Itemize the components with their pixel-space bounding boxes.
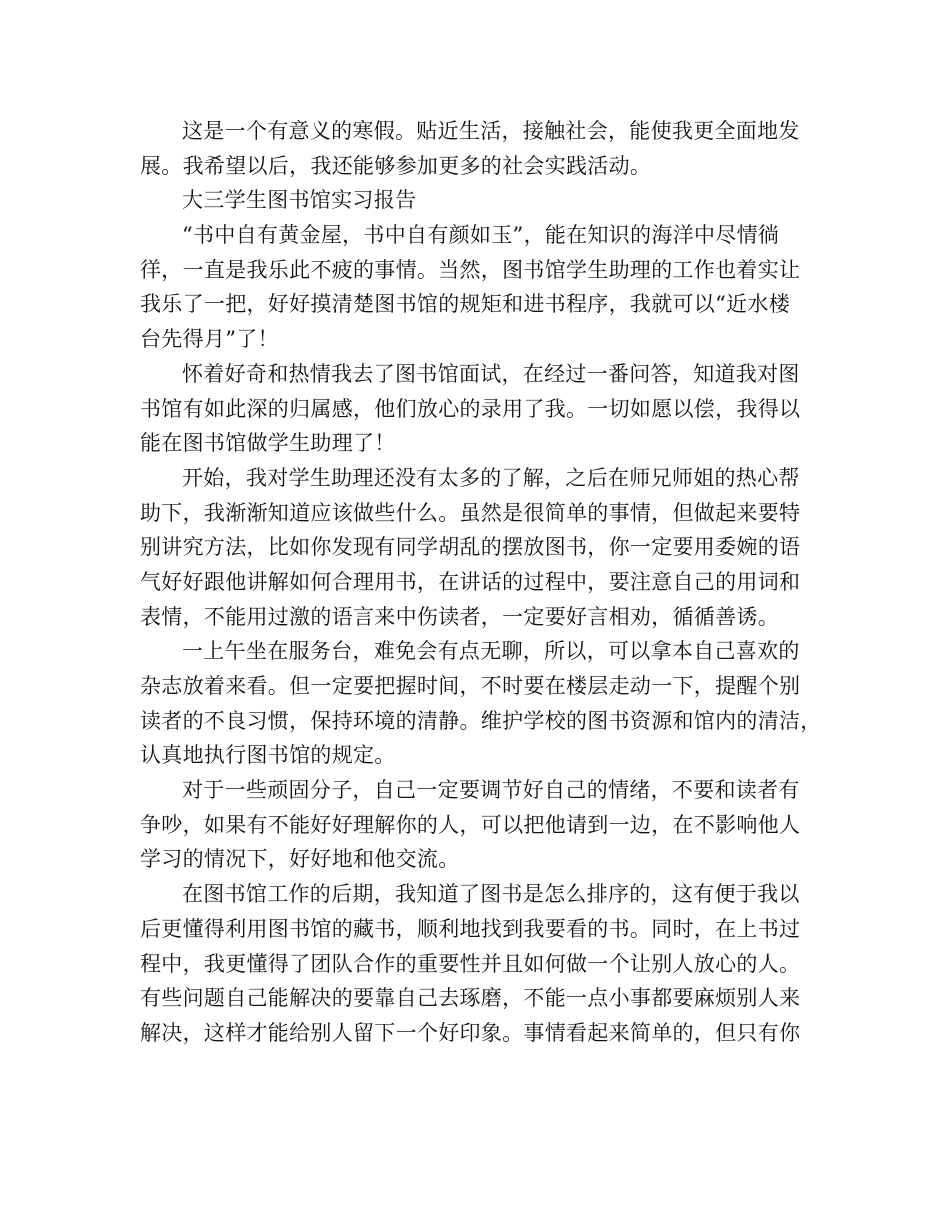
text-line: 台先得月”了！ (140, 327, 279, 352)
text-line: 解决，这样才能给别人留下一个好印象。事情看起来简单的，但只有你 (140, 1020, 801, 1045)
text-line: 展。我希望以后，我还能够参加更多的社会实践活动。 (140, 153, 652, 178)
text-line: 在图书馆工作的后期，我知道了图书是怎么排序的，这有便于我以 (182, 882, 800, 907)
text-line: 争吵，如果有不能好好理解你的人，可以把他请到一边，在不影响他人 (140, 812, 801, 837)
text-line: “书中自有黄金屋，书中自有颜如玉”，能在知识的海洋中尽情徜 (182, 223, 780, 248)
text-line: 能在图书馆做学生助理了！ (140, 431, 396, 456)
text-line: 表情，不能用过激的语言来中伤读者，一定要好言相劝，循循善诱。 (140, 604, 779, 629)
text-line: 这是一个有意义的寒假。贴近生活，接触社会，能使我更全面地发 (182, 119, 800, 143)
text-line: 学习的情况下，好好地和他交流。 (140, 847, 460, 872)
section-title: 大三学生图书馆实习报告 (182, 188, 417, 213)
text-line: 杂志放着来看。但一定要把握时间，不时要在楼层走动一下，提醒个别 (140, 674, 801, 698)
text-line: 别讲究方法，比如你发现有同学胡乱的摆放图书，你一定要用委婉的语 (140, 535, 801, 560)
text-line: 程中，我更懂得了团队合作的重要性并且如何做一个让别人放心的人。 (140, 951, 801, 976)
text-line: 助下，我渐渐知道应该做些什么。虽然是很简单的事情，但做起来要特 (140, 500, 801, 525)
text-line: 读者的不良习惯，保持环境的清静。维护学校的图书资源和馆内的清洁， (140, 708, 822, 733)
text-line: 开始，我对学生助理还没有太多的了解，之后在师兄师姐的热心帮 (182, 465, 800, 490)
text-line: 对于一些顽固分子，自己一定要调节好自己的情绪，不要和读者有 (182, 778, 800, 803)
text-line: 我乐了一把，好好摸清楚图书馆的规矩和进书程序，我就可以“近水楼 (140, 292, 791, 317)
text-line: 徉，一直是我乐此不疲的事情。当然，图书馆学生助理的工作也着实让 (140, 257, 801, 282)
document-page (140, 114, 822, 1051)
text-line: 认真地执行图书馆的规定。 (140, 743, 396, 768)
text-line: 后更懂得利用图书馆的藏书，顺利地找到我要看的书。同时，在上书过 (140, 916, 801, 941)
text-line: 有些问题自己能解决的要靠自己去琢磨，不能一点小事都要麻烦别人来 (140, 986, 801, 1011)
text-line: 气好好跟他讲解如何合理用书，在讲话的过程中，要注意自己的用词和 (140, 569, 801, 594)
text-line: 怀着好奇和热情我去了图书馆面试，在经过一番问答，知道我对图 (182, 361, 800, 386)
text-line: 一上午坐在服务台，难免会有点无聊，所以，可以拿本自己喜欢的 (182, 639, 800, 664)
text-line: 书馆有如此深的归属感，他们放心的录用了我。一切如愿以偿，我得以 (140, 396, 801, 421)
